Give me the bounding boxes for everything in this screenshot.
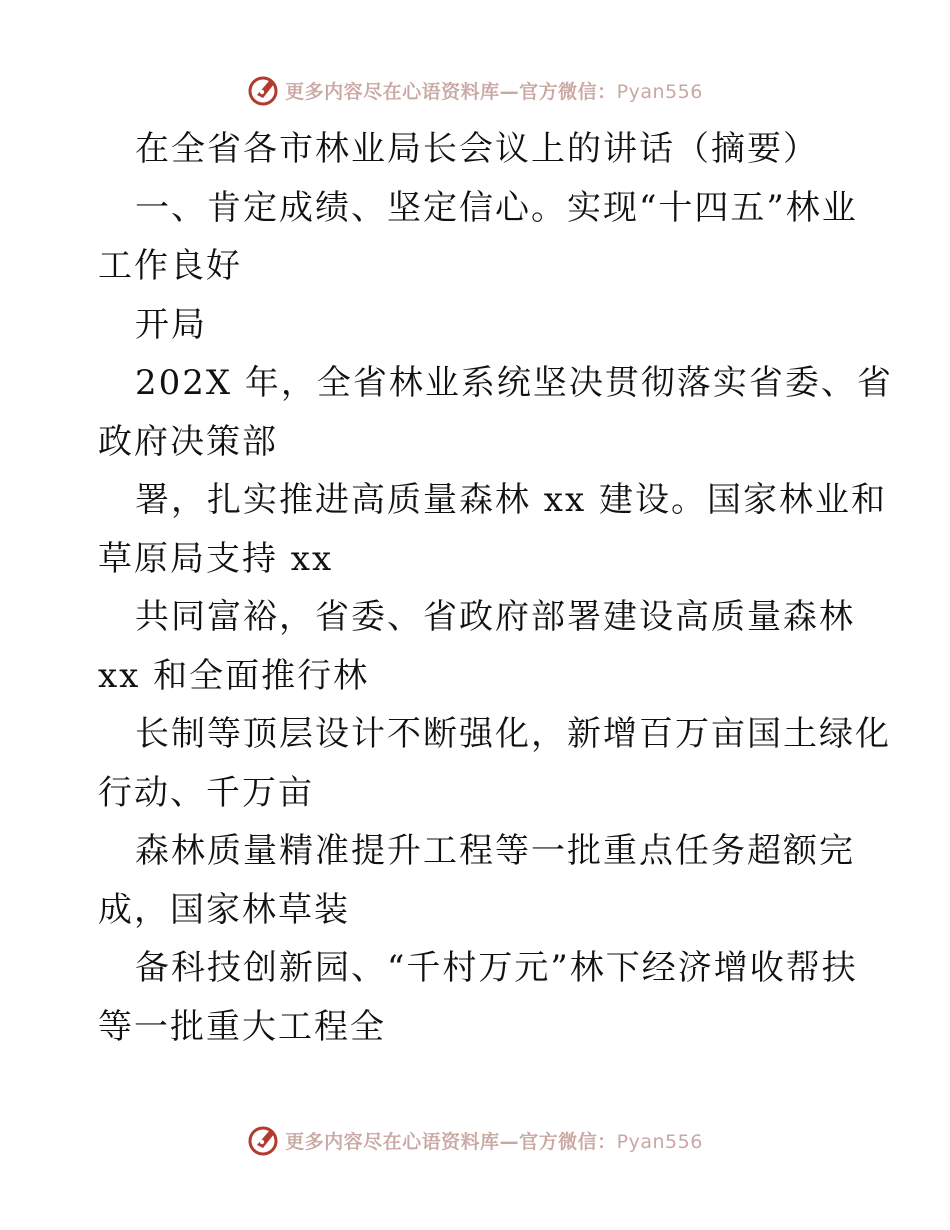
text-line: 草原局支持 xx <box>98 538 334 579</box>
text-line: 政府决策部 <box>98 421 278 462</box>
text-line: 成，国家林草装 <box>98 889 350 930</box>
text-line: 行动、千万亩 <box>98 772 314 813</box>
text-line: 工作良好 <box>98 246 242 286</box>
watermark-text: 更多内容尽在心语资料库—官方微信：Pyan556 <box>285 80 703 103</box>
text-line: 一、肯定成绩、坚定信心。实现“十四五”林业 <box>135 187 858 228</box>
text-line: 备科技创新园、“千村万元”林下经济增收帮扶 <box>135 948 858 988</box>
pen-nib-circle-icon <box>247 1123 281 1157</box>
header-watermark <box>0 70 950 110</box>
text-line: 202X 年，全省林业系统坚决贯彻落实省委、省 <box>135 363 893 403</box>
text-line: 在全省各市林业局长会议上的讲话（摘要） <box>135 129 819 169</box>
text-line: 署，扎实推进高质量森林 xx 建设。国家林业和 <box>135 480 887 520</box>
text-line: 开局 <box>135 304 207 345</box>
watermark-text: 更多内容尽在心语资料库—官方微信：Pyan556 <box>285 1130 703 1153</box>
text-line: 森林质量精准提升工程等一批重点任务超额完 <box>135 831 855 871</box>
text-line: 等一批重大工程全 <box>98 1006 386 1047</box>
document-body <box>98 120 893 1056</box>
text-line: 共同富裕，省委、省政府部署建设高质量森林 <box>135 597 855 637</box>
footer-watermark <box>0 1120 950 1160</box>
text-line: xx 和全面推行林 <box>98 655 370 696</box>
text-line: 长制等顶层设计不断强化，新增百万亩国土绿化 <box>135 714 891 754</box>
pen-nib-circle-icon <box>247 73 281 107</box>
